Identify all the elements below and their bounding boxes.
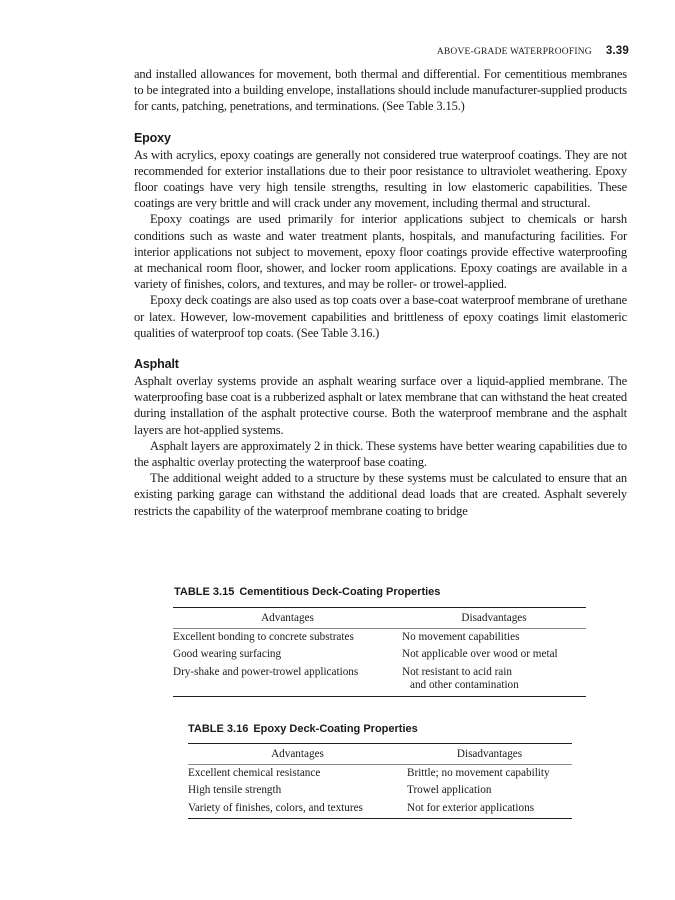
asphalt-paragraph-3: The additional weight added to a structure by these systems must be calculated to ensure that an existing parking garage can withstand the additional dead loads that are created. Asphalt severely restricts the capability of the waterproof membrane coating to bridge — [134, 471, 627, 518]
table-315-number: TABLE 3.15 — [174, 586, 235, 598]
table-cell: Trowel application — [407, 784, 492, 796]
table-315-caption — [174, 586, 440, 598]
table-row — [173, 628, 586, 646]
table-315-header-advantages: Advantages — [173, 608, 402, 629]
intro-paragraph: and installed allowances for movement, both thermal and differential. For cementitious membranes to be integrated into a building envelope, installations should include manufacturer-supplied products for cants, patching, penetrations, and terminations. (See Table 3.15.) — [134, 67, 627, 114]
table-316 — [188, 743, 572, 819]
table-cell: Excellent bonding to concrete substrates — [173, 630, 354, 643]
table-316-header-row — [188, 744, 572, 765]
table-cell — [402, 664, 586, 697]
table-row — [173, 664, 586, 697]
asphalt-paragraph-1: Asphalt overlay systems provide an asphalt wearing surface over a liquid-applied membrane. The waterproofing base coat is a rubberized asphalt or latex membrane that can withstand the heat created during installation of the asphalt protective course. Both the waterproof membrane and the asphalt layers are hot-applied systems. — [134, 374, 627, 437]
table-316-header-disadvantages: Disadvantages — [407, 744, 572, 765]
table-315-title: Cementitious Deck-Coating Properties — [239, 586, 441, 598]
table-cell: Variety of finishes, colors, and textures — [188, 800, 407, 819]
table-cell-line-1: Not resistant to acid rain — [402, 665, 512, 678]
table-row — [173, 646, 586, 664]
table-cell: Brittle; no movement capability — [407, 766, 550, 779]
table-315-header-disadvantages: Disadvantages — [402, 608, 586, 629]
table-cell: Not applicable over wood or metal — [402, 648, 558, 660]
table-316-number: TABLE 3.16 — [188, 723, 249, 735]
table-315 — [173, 607, 586, 697]
running-head-title: ABOVE-GRADE WATERPROOFING — [436, 47, 592, 57]
table-cell: No movement capabilities — [402, 630, 520, 643]
table-cell: Excellent chemical resistance — [188, 766, 321, 779]
epoxy-heading: Epoxy — [134, 130, 171, 145]
page-number: 3.39 — [605, 45, 629, 57]
table-cell: Dry-shake and power-trowel applications — [173, 664, 402, 697]
table-row — [188, 800, 572, 819]
table-row — [188, 782, 572, 800]
table-315-header-row — [173, 608, 586, 629]
running-head — [437, 45, 629, 57]
epoxy-paragraph-3: Epoxy deck coatings are also used as top coats over a base-coat waterproof membrane of urethane or latex. However, low-movement capabilities and brittleness of epoxy coatings limit elastomeric qualities of waterproof top coats. (See Table 3.16.) — [134, 293, 627, 340]
epoxy-paragraph-1: As with acrylics, epoxy coatings are generally not considered true waterproof coatings. They are not recommended for exterior installations due to their poor resistance to ultraviolet weathering. Epoxy floor coatings have very high tensile strengths, resulting in low elastomeric capabilities. These coatings are very brittle and will crack under any movement, including thermal and structural. — [134, 147, 627, 211]
table-316-caption — [188, 723, 418, 735]
body-text — [134, 66, 627, 519]
table-cell: High tensile strength — [188, 784, 282, 796]
table-cell-line-2: and other contamination — [410, 679, 519, 691]
table-cell: Good wearing surfacing — [173, 648, 282, 660]
asphalt-paragraph-2: Asphalt layers are approximately 2 in thick. These systems have better wearing capabilities due to the asphaltic overlay protecting the waterproof base coating. — [134, 438, 627, 470]
table-316-title: Epoxy Deck-Coating Properties — [253, 723, 418, 735]
epoxy-paragraph-2: Epoxy coatings are used primarily for interior applications subject to chemicals or harsh conditions such as waste and water treatment plants, hospitals, and manufacturing facilities. For interior applications not subject to movement, epoxy floor coatings provide effective waterproofing at mechanical room floor, shower, and locker room applications. Epoxy coatings are available in a variety of finishes, colors, and textures, and may be roller- or trowel-applied. — [134, 212, 627, 292]
asphalt-heading: Asphalt — [134, 357, 179, 372]
table-316-header-advantages: Advantages — [188, 744, 407, 765]
table-cell: Not for exterior applications — [407, 800, 572, 819]
table-row — [188, 764, 572, 782]
